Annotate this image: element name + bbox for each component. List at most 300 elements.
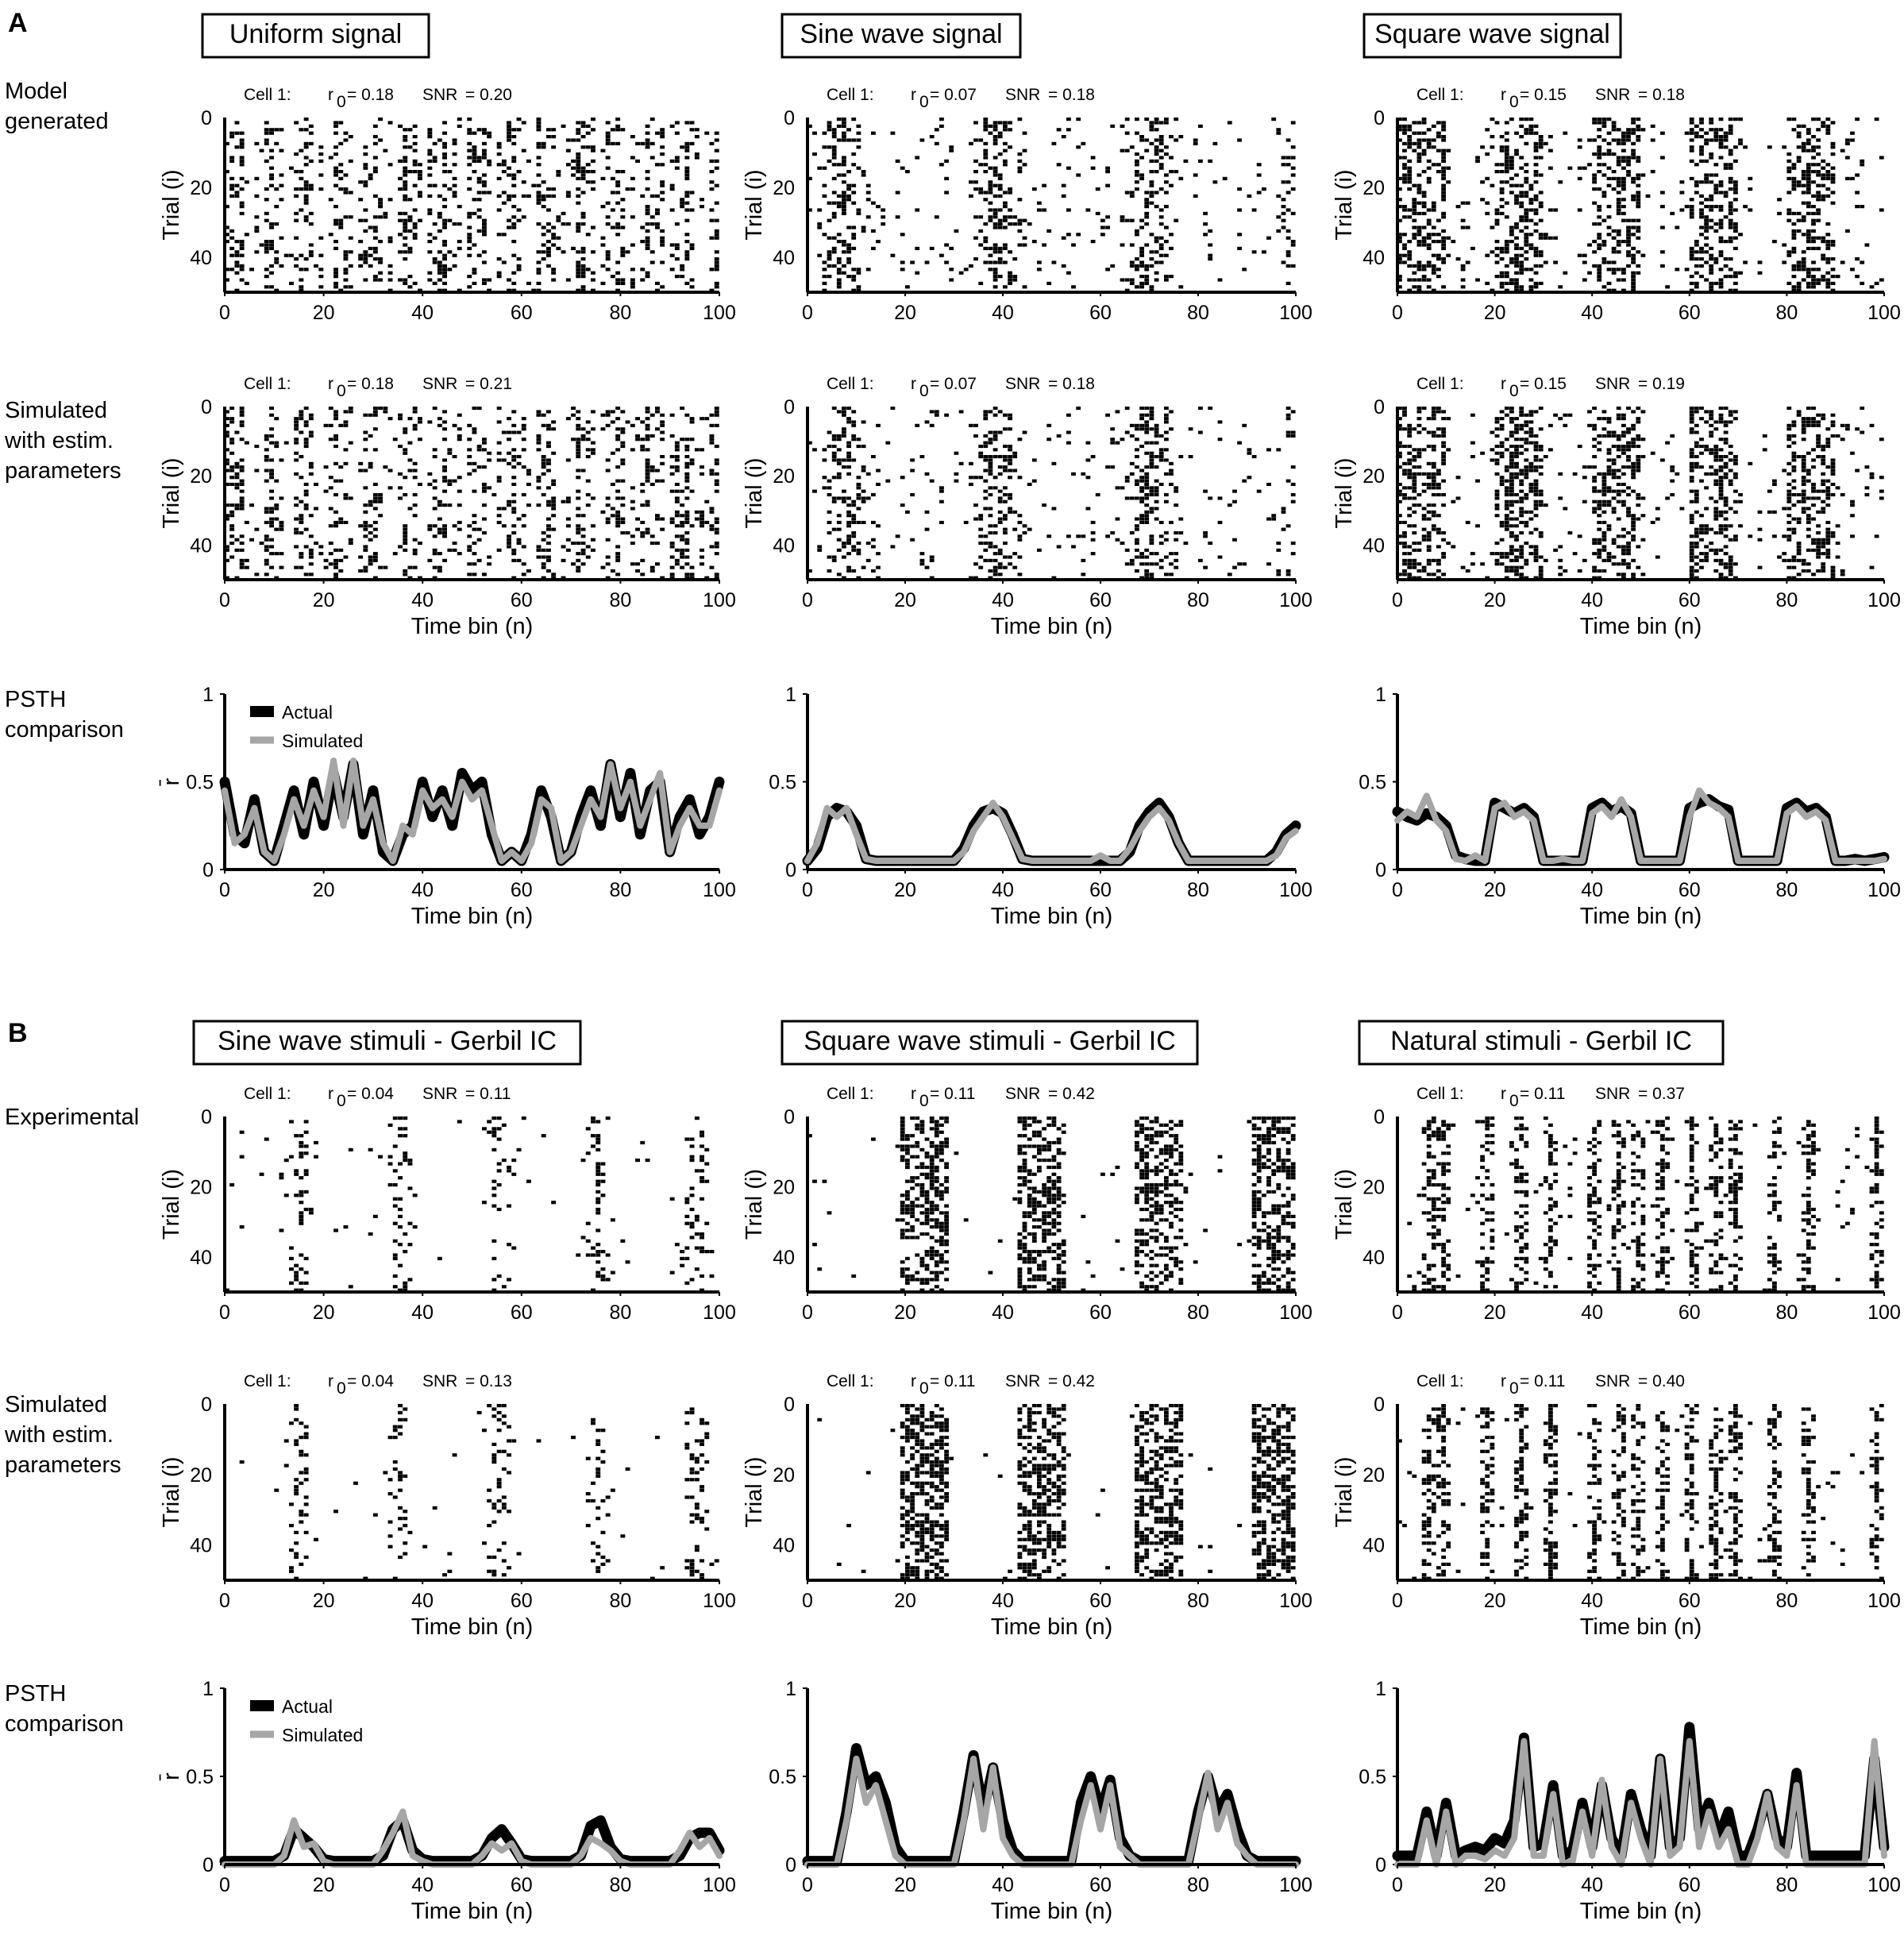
panel-A-col1-row1-spike (650, 222, 655, 226)
panel-A-col3-row1-spike (1495, 222, 1500, 226)
panel-A-col2-row2-spike (1091, 552, 1096, 555)
panel-A-col3-row2-spike (1402, 469, 1407, 472)
panel-A-col3-row1-spike (1412, 132, 1416, 135)
panel-A-col1-row1-spike (453, 184, 457, 187)
panel-A-col2-row2-spike (1228, 573, 1232, 576)
panel-A-col1-row2-spike (453, 524, 457, 527)
panel-A-col3-row1-spike (1719, 128, 1724, 131)
panel-A-col3-row2-spike (1514, 424, 1519, 427)
panel-A-col3-row1-spike (1402, 132, 1407, 135)
panel-A-col2-row2-spike (1027, 483, 1032, 486)
panel-A-col1-row2-spike (620, 521, 625, 524)
panel-A-col3-row1-spike (1524, 195, 1528, 198)
panel-A-col2-row1-spike (851, 118, 856, 121)
panel-A-col2-row1-spike (1071, 285, 1076, 288)
panel-A-col2-row1-spike (993, 173, 998, 176)
panel-A-col1-row2-spike (403, 531, 407, 534)
panel-A-col1-row2-spike (373, 559, 378, 562)
panel-A-col1-row2-spike (467, 424, 472, 427)
panel-A-col1-row2-spike (413, 538, 418, 542)
panel-A-col1-row1-spike (403, 222, 407, 226)
panel-A-col3-row1-spike (1738, 142, 1743, 145)
panel-A-col3-row2-spike (1699, 407, 1704, 410)
panel-A-row1-label-line2: generated (5, 109, 109, 134)
panel-A-col2-row1-spike (1286, 282, 1291, 285)
panel-A-col1-row1-spike (646, 222, 650, 226)
panel-A-col2-row2-spike (1282, 528, 1286, 531)
panel-A-col1-row1-spike (684, 257, 689, 260)
panel-A-col3-row1-spike (1694, 125, 1699, 128)
panel-A-col3-row2-spike (1636, 462, 1640, 465)
panel-A-col1-row2-spike (680, 552, 684, 555)
panel-A-col1-row1-spike (467, 177, 472, 180)
panel-A-col2-row1-spike (905, 170, 910, 173)
panel-A-col2-row2-spike (983, 455, 988, 458)
panel-A-col2-row1-spike (1144, 118, 1149, 121)
panel-A-col2-row2-spike (1208, 542, 1212, 545)
panel-A-col1-row2-spike (413, 469, 418, 472)
panel-A-col3-row1-spike (1719, 219, 1724, 222)
panel-A-col1-row2-spike (299, 414, 303, 417)
panel-A-col3-row1-spike (1806, 142, 1811, 145)
panel-A-col1-row1-spike (333, 167, 338, 170)
panel-A-col2-row2-spike (989, 493, 993, 496)
panel-A-col3-row2-spike (1840, 438, 1845, 441)
panel-A-col1-row1-spike (304, 156, 309, 159)
panel-A-col3-row2-spike (1792, 458, 1797, 461)
panel-A-col3-row2-spike (1558, 472, 1563, 476)
panel-A-col2-row1-spike (1150, 184, 1154, 187)
panel-A-col3-row1-spike (1792, 177, 1797, 180)
panel-A-col3-row1-spike (1738, 272, 1743, 275)
panel-A-col2-row1-spike (846, 250, 851, 253)
panel-A-col1-row2-spike (294, 427, 299, 430)
panel-A-col3-row1-spike (1422, 170, 1427, 173)
panel-A-col3-row1-spike (1636, 173, 1640, 176)
panel-A-col1-row1-spike (453, 222, 457, 226)
panel-A-col3-row1-spike (1724, 138, 1729, 141)
panel-A-col1-row1-spike (408, 229, 413, 233)
panel-A-col3-row1-spike (1621, 142, 1626, 145)
panel-A-col1-row1-spike (581, 135, 586, 138)
panel-A-col3-row1-spike (1432, 233, 1436, 236)
panel-A-col3-row1-spike (1840, 260, 1845, 264)
panel-A-col3-row1-x-tick-label-80: 80 (1775, 302, 1798, 324)
panel-A-col1-row2-spike (314, 483, 318, 486)
panel-A-col3-row2-spike (1631, 472, 1636, 476)
panel-A-col1-row1-spike (571, 167, 576, 170)
panel-A-col2-row1-spike (998, 222, 1003, 226)
panel-A-col3-row1-spike (1617, 208, 1621, 211)
panel-A-col3-row1-spike (1699, 118, 1704, 121)
panel-A-col1-row2-spike (615, 521, 620, 524)
panel-A-col1-row1-spike (680, 275, 684, 278)
panel-A-col3-row1-spike (1505, 240, 1509, 243)
panel-A-col3-row2-spike (1617, 414, 1621, 417)
panel-A-col3-row2-spike (1802, 458, 1806, 461)
panel-A-col3-row1-spike (1709, 272, 1713, 275)
panel-A-col3-row1-spike (1792, 250, 1797, 253)
panel-A-col1-row1-spike (601, 264, 606, 268)
panel-A-col2-row2-spike (1081, 573, 1085, 576)
panel-A-col1-row1-spike (240, 156, 245, 159)
panel-A-col2-row1-spike (944, 260, 949, 264)
panel-A-col2-row2-spike (989, 462, 993, 465)
panel-A-col1-row2-spike (264, 545, 269, 548)
panel-A-col2-row2-spike (1071, 545, 1076, 548)
panel-A-col3-row2-spike (1733, 417, 1738, 420)
panel-A-col3-row2-spike (1519, 410, 1524, 413)
panel-A-col1-row1-spike (363, 152, 368, 156)
panel-A-col1-row2-spike (606, 562, 611, 565)
panel-A-col3-row1-spike (1811, 145, 1816, 148)
panel-A-col2-row2-spike (832, 458, 837, 461)
panel-A-col1-row1-spike (368, 173, 373, 176)
panel-A-col3-row1-spike (1816, 195, 1821, 198)
panel-A-col3-row2-spike (1407, 424, 1412, 427)
panel-A-col3-row1-spike (1495, 240, 1500, 243)
panel-A-col3-row2-spike (1602, 417, 1607, 420)
panel-A-col1-row2-spike (546, 458, 551, 461)
panel-A-col1-row2-spike (522, 524, 526, 527)
panel-A-col3-row1-spike (1592, 240, 1597, 243)
panel-A-col2-row1-spike (978, 282, 983, 285)
panel-A-col1-row2-spike (537, 434, 542, 438)
panel-A-col1-row1-spike (497, 233, 502, 236)
panel-A-col1-row1-spike (344, 278, 349, 281)
panel-A-col1-row1-spike (655, 132, 660, 135)
panel-A-col3-row1-spike (1825, 128, 1830, 131)
panel-A-col3-row2-spike (1597, 434, 1601, 438)
panel-A-col1-row2-spike (437, 552, 442, 555)
panel-A-col1-row2-spike (349, 410, 353, 413)
panel-A-col3-row1-spike (1733, 275, 1738, 278)
panel-A-col3-row1-spike (1607, 149, 1612, 152)
panel-A-col1-row2-spike (630, 542, 635, 545)
panel-A-col3-row1-spike (1432, 138, 1436, 141)
panel-A-col2-row1-spike (1193, 195, 1198, 198)
panel-A-col2-row1-spike (896, 191, 900, 194)
panel-A-col3-row1-spike (1422, 132, 1427, 135)
panel-A-col3-row1-spike (1626, 226, 1631, 229)
panel-A-col1-row2-spike (482, 531, 487, 534)
panel-A-col1-row2-spike (274, 445, 279, 448)
panel-A-col1-row1-spike (537, 195, 542, 198)
panel-A-col2-row2-spike (925, 511, 930, 514)
panel-A-col1-row1-spike (264, 160, 269, 163)
panel-A-col1-row1-spike (615, 278, 620, 281)
panel-A-col1-row2-spike (427, 483, 432, 486)
panel-A-col2-row2-spike (1282, 511, 1286, 514)
panel-A-col3-row2-spike (1699, 438, 1704, 441)
panel-A-col1-row1-spike (299, 268, 303, 271)
panel-A-col2-row1-spike (807, 208, 812, 211)
panel-A-col2-row1-spike (1135, 118, 1139, 121)
panel-A-col1-row1-spike (388, 278, 393, 281)
panel-A-col3-row1-spike (1831, 152, 1836, 156)
panel-A-col3-row1-spike (1500, 282, 1505, 285)
panel-A-col3-row1-spike (1597, 135, 1601, 138)
panel-A-col3-row2-spike (1607, 431, 1612, 434)
panel-A-col1-row2-spike (447, 549, 452, 552)
panel-A-col1-row2-spike (333, 414, 338, 417)
panel-A-col2-row2-spike (930, 410, 935, 413)
panel-A-col1-row2-spike (650, 414, 655, 417)
panel-A-col3-row2-spike (1675, 472, 1679, 476)
panel-A-col1-row2-spike (511, 531, 516, 534)
panel-A-col3-row2-spike (1641, 438, 1646, 441)
panel-A-col1-row2-spike (591, 448, 595, 451)
panel-A-col1-row2-spike (383, 465, 387, 469)
panel-A-col3-row1-spike (1427, 243, 1432, 246)
panel-A-col1-row2-spike (229, 528, 234, 531)
panel-A-col1-row1-stat-r0-subscript: 0 (337, 93, 346, 111)
panel-B-row2-label-line2: with estim. (5, 1422, 114, 1448)
panel-A-col1-row1-spike (467, 132, 472, 135)
panel-A-col3-row2-spike (1412, 472, 1416, 476)
panel-A-col1-row2-spike (507, 500, 511, 503)
panel-A-col1-row2-spike (427, 472, 432, 476)
panel-A-col2-row2-spike (954, 452, 959, 455)
panel-A-col1-row3-x-tick-label-40: 40 (411, 879, 434, 901)
panel-A-col3-row1-spike (1402, 215, 1407, 218)
panel-A-col3-row1-spike (1821, 125, 1825, 128)
panel-A-col1-row2-spike (542, 566, 546, 569)
panel-A-col3-row1-spike (1816, 170, 1821, 173)
panel-A-col1-row2-spike (240, 420, 245, 423)
panel-A-col2-row1-spike (823, 184, 827, 187)
panel-A-col2-row2-spike (1159, 566, 1164, 569)
panel-A-col3-row1-spike (1621, 132, 1626, 135)
panel-A-col2-row1-spike (935, 142, 939, 145)
panel-A-col3-row1-spike (1529, 243, 1534, 246)
panel-A-col2-row2-spike (1110, 531, 1115, 534)
panel-A-col2-row2-spike (1282, 507, 1286, 510)
panel-A-col3-row1-spike (1407, 215, 1412, 218)
panel-A-col1-row2-spike (433, 486, 437, 489)
panel-A-col1-row1-spike (684, 208, 689, 211)
panel-A-col3-row2-spike (1397, 452, 1402, 455)
panel-A-col3-row1-spike (1631, 260, 1636, 264)
panel-A-col2-row1-spike (857, 125, 861, 128)
panel-A-col3-row1-spike (1617, 278, 1621, 281)
panel-A-col3-row1-spike (1713, 282, 1718, 285)
panel-A-col2-row2-spike (993, 559, 998, 562)
panel-A-col2-row1-spike (1154, 138, 1159, 141)
panel-A-col3-row1-spike (1597, 247, 1601, 250)
panel-A-col3-row2-spike (1412, 476, 1416, 479)
panel-A-col3-row2-spike (1500, 455, 1505, 458)
panel-A-col3-row1-spike (1407, 257, 1412, 260)
panel-A-col2-row2-spike (891, 407, 896, 410)
panel-A-col1-row2-spike (542, 531, 546, 534)
panel-A-col2-row2-spike (1008, 455, 1012, 458)
panel-A-col1-row2-spike (581, 542, 586, 545)
panel-A-col1-row1-spike (373, 135, 378, 138)
panel-A-col1-row2-spike (294, 545, 299, 548)
panel-A-col1-row2-spike (675, 442, 680, 445)
panel-A-col3-row1-spike (1417, 243, 1422, 246)
panel-A-col3-row1-spike (1587, 243, 1592, 246)
panel-A-col1-row2-spike (363, 469, 368, 472)
panel-A-col2-row1-stat-snr-label: SNR (1005, 86, 1041, 104)
panel-A-col1-row2-spike (615, 438, 620, 441)
panel-A-col3-row1-spike (1597, 205, 1601, 208)
panel-A-col1-row1-spike (477, 191, 482, 194)
panel-A-col3-row1-spike (1719, 254, 1724, 257)
panel-A-col1-row2-spike (646, 472, 650, 476)
panel-A-col3-row1-spike (1422, 268, 1427, 271)
panel-A-col1-row1-spike (640, 268, 645, 271)
panel-A-col3-row1-spike (1422, 275, 1427, 278)
panel-A-col1-row1-spike (413, 222, 418, 226)
panel-A-col1-row1-spike (537, 121, 542, 124)
panel-A-col3-row1-spike (1694, 282, 1699, 285)
panel-A-col1-row1-spike (620, 198, 625, 201)
panel-A-col1-row2-spike (299, 552, 303, 555)
panel-A-col1-row1-spike (507, 173, 511, 176)
panel-A-col1-row2-spike (710, 472, 715, 476)
panel-A-col3-row1-spike (1709, 205, 1713, 208)
panel-A-col1-row1-spike (264, 142, 269, 145)
panel-A-col1-row2-spike (635, 438, 640, 441)
panel-A-col1-row2-spike (427, 559, 432, 562)
panel-A-col1-row1-spike (373, 278, 378, 281)
panel-A-col3-row1-spike (1709, 257, 1713, 260)
panel-A-col3-row2-spike (1422, 427, 1427, 430)
panel-A-col2-row1-spike (857, 138, 861, 141)
panel-A-col2-row2-spike (851, 531, 856, 534)
panel-A-col1-row2-spike (269, 518, 274, 521)
panel-A-col2-row1-spike (1150, 285, 1154, 288)
panel-A-col1-row2-spike (522, 417, 526, 420)
panel-A-col2-row1-spike (969, 180, 973, 183)
panel-A-col3-row1-spike (1417, 191, 1422, 194)
panel-A-col1-row1-spike (388, 264, 393, 268)
panel-A-col2-row1-spike (1237, 138, 1242, 141)
panel-A-col1-row2-spike (606, 556, 611, 559)
panel-A-col2-row2-spike (1154, 427, 1159, 430)
panel-A-col1-row1-spike (561, 222, 566, 226)
panel-A-col1-row2-spike (670, 465, 675, 469)
panel-A-col3-row1-spike (1719, 184, 1724, 187)
panel-A-col3-row1-spike (1500, 275, 1505, 278)
panel-A-col3-row1-spike (1558, 180, 1563, 183)
panel-A-col2-row2-spike (1208, 407, 1212, 410)
panel-A-col1-row2-spike (715, 480, 719, 483)
panel-A-col2-row1-spike (1208, 160, 1212, 163)
panel-A-col3-row2-spike (1524, 420, 1528, 423)
panel-A-col3-row1-spike (1713, 173, 1718, 176)
panel-A-col3-row2-y-axis-label: Trial (i) (1332, 457, 1357, 529)
panel-A-col1-row2-spike (447, 483, 452, 486)
panel-A-col2-row1-spike (905, 285, 910, 288)
panel-A-col3-row1-spike (1786, 212, 1791, 215)
panel-A-col3-row2-spike (1631, 427, 1636, 430)
panel-A-col3-row1-spike (1441, 156, 1446, 159)
panel-A-col2-row1-spike (1012, 278, 1017, 281)
panel-A-col3-row2-spike (1724, 476, 1729, 479)
panel-A-col1-row1-spike (606, 250, 611, 253)
panel-A-col1-row1-spike (710, 160, 715, 163)
panel-A-col1-row2-spike (294, 531, 299, 534)
panel-A-col2-row1-spike (954, 229, 959, 233)
panel-A-col1-row2-spike (235, 476, 240, 479)
panel-A-col1-row1-spike (630, 135, 635, 138)
panel-A-col3-row1-spike (1806, 173, 1811, 176)
panel-A-col3-row1-spike (1631, 272, 1636, 275)
panel-A-col3-row2-spike (1660, 458, 1665, 461)
panel-A-col2-row2-spike (1286, 414, 1291, 417)
panel-A-col1-row1-spike (611, 226, 615, 229)
panel-A-col2-row1-spike (1135, 264, 1139, 268)
panel-A-col3-row1-spike (1422, 121, 1427, 124)
panel-A-col1-row2-spike (299, 455, 303, 458)
panel-A-col1-row1-spike (675, 160, 680, 163)
panel-A-col3-row2-spike (1563, 414, 1567, 417)
panel-A-col1-row1-spike (710, 208, 715, 211)
panel-A-col2-row2-spike (1081, 534, 1085, 538)
panel-A-col1-row1-spike (482, 250, 487, 253)
panel-A-col3-row2-spike (1825, 442, 1830, 445)
panel-A-col1-row2-spike (240, 566, 245, 569)
panel-A-col3-row1-spike (1505, 156, 1509, 159)
panel-A-col2-row1-spike (1291, 264, 1296, 268)
panel-A-col3-row1-spike (1806, 237, 1811, 240)
panel-A-col3-row1-spike (1704, 180, 1709, 183)
panel-A-col2-row2-spike (1135, 480, 1139, 483)
panel-A-col2-row2-spike (998, 552, 1003, 555)
panel-A-col1-row2-spike (338, 480, 343, 483)
panel-A-col3-row1-spike (1397, 233, 1402, 236)
panel-A-col1-row1-spike (225, 268, 229, 271)
panel-A-col3-row1-spike (1699, 145, 1704, 148)
panel-A-col2-row2-spike (1276, 549, 1281, 552)
panel-A-col1-row1-spike (646, 272, 650, 275)
panel-A-col3-row2-spike (1831, 472, 1836, 476)
panel-A-col2-row1-spike (1164, 191, 1169, 194)
panel-A-col1-row1-spike (660, 240, 665, 243)
panel-A-col3-row2-spike (1505, 414, 1509, 417)
panel-A-col1-row2-spike (695, 518, 700, 521)
panel-A-col3-row2-spike (1529, 427, 1534, 430)
panel-A-col2-row2-spike (1042, 503, 1046, 507)
panel-A-col2-row1-spike (1012, 222, 1017, 226)
panel-A-col1-row1-spike (472, 243, 477, 246)
panel-A-col3-row1-spike (1602, 173, 1607, 176)
panel-A-col2-row2-stat-snr-value: = 0.18 (1048, 375, 1095, 393)
panel-A-col1-row2-spike (710, 442, 715, 445)
panel-A-col1-row1-spike (537, 184, 542, 187)
panel-A-col1-row1-spike (403, 128, 407, 131)
panel-A-col2-row1-spike (993, 275, 998, 278)
panel-A-col2-row2-spike (1066, 414, 1071, 417)
panel-A-col3-row2-spike (1821, 472, 1825, 476)
panel-A-col2-row1-spike (857, 132, 861, 135)
panel-A-col3-row2-spike (1509, 480, 1514, 483)
panel-A-col3-row2-spike (1617, 448, 1621, 451)
panel-A-col3-row1-spike (1505, 264, 1509, 268)
panel-A-col2-row2-spike (1003, 518, 1008, 521)
panel-A-col2-row1-spike (983, 128, 988, 131)
panel-A-col3-row1-spike (1816, 152, 1821, 156)
panel-A-col3-row1-spike (1514, 132, 1519, 135)
panel-A-col2-row2-spike (1139, 496, 1144, 499)
panel-A-col2-row1-spike (1159, 156, 1164, 159)
panel-A-col1-row2-spike (225, 458, 229, 461)
panel-A-col1-row2-spike (304, 442, 309, 445)
panel-A-col3-row1-spike (1519, 215, 1524, 218)
